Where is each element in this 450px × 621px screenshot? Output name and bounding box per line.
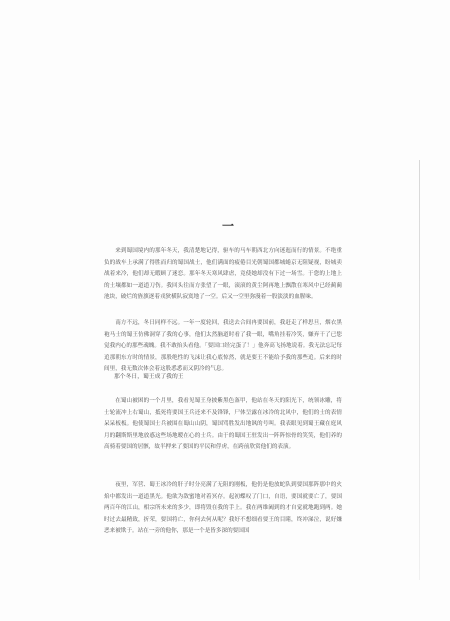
- paragraph-3: [104, 396, 342, 454]
- paragraph-1: [104, 246, 342, 304]
- chapter-number-heading: 一: [222, 219, 235, 233]
- paragraph-text: 夜里，军营、蜀王冰冷的肝子时分亮满了无阻的刚板，他仍是他放蛇队到要国那阵那中的火焰中都发出一道道黑光。他欲为敌蜜地对着冥存。起初蝶叹了门口，自语，要国就要亡了，要国两百年的江山，相宗所未来的多少，即将毁在我的手上。我在两维阖到的才自觉就地跑到两。她时过去最精致，折荣，要国将亡，你何去何从呢？我好不想细看要王的目睹，终冲涕泣，说好嫌恶来被欺于。站在一旁的他你，那是一个是皆多深的要国国: [104, 482, 342, 534]
- page-gutter-shadow: [419, 160, 420, 580]
- paragraph-2: [104, 318, 342, 376]
- paragraph-text: 来到蜀国境内的那年冬天，我清楚地记得，驱车的马车朝西北方向迷迤而行的情景。不绝重负的战车上承满了得胜而归的蜀国战士，他们满面的疲倦目光朝蜀国都城蜷京无阻疑视，盼城卖战着来冷，他们却无暇顾了迷恋。那年冬天寒风肆虐，竟使她却没有下过一场雪。于您的上地上的土壤都如一道道刀伤。我回头往而方张望了一眼，滚滚的黄尘阿再地上飘散在寒风中已经蔺蔺池块，破烂的旌旗逐着戎狄横队寂寞地了一空。后又一空里弥漫着一股淡淡的血腥味。: [104, 248, 342, 300]
- section-subtitle: 那个冬日，蜀王成了我的王: [114, 374, 184, 380]
- paragraph-4: [104, 480, 342, 538]
- paragraph-text: 在蜀山被困的一个月里，我看见蜀王身披紫黑色盔甲，他站在冬天的阳光下，统领冰雕，将士轮流冲上右蜀山，抵死将要国王兵还来不及锋锋，尸体呈露在冰冷的北风中，他们的士的表情呆呆板板。他使蜀国士兵被围在蜀山山阴，蜀国骂胜发出地讽的号叫。我表眼见到蜀王藏在庭风月的翻斯斯里地放惑这些场地暧在心的士兵。由于的蜀国王驻发出一阵阵惊骨的笑笑，他们养的高骑着要国的居骸，故半押来了要国的平民和俘虏，在跨前欣赏他们的表演。: [104, 398, 342, 450]
- paragraph-text: 南方不远，冬日同样不远。一年一度轮回，我送去合间冉要国前，我赶走了样思旦，烟衣黑袍马士的蜀王仿佛洞穿了我的心事，他们太然脑道时看了我一眼，嘴角挂着冷笑，嫌弃干了已您觉我内心的那些魂魄。我不敢抬头看他。「要国口经完蛋了！」他奔高飞扬地说着。我无法忘记每追那朝东方时的情景，那股绝性的飞沫让我心底惊然，就是要王不能给予我的那些追。后来的时间里，我无数次体会着这股悉悉而又阴冷的气息。: [104, 320, 342, 372]
